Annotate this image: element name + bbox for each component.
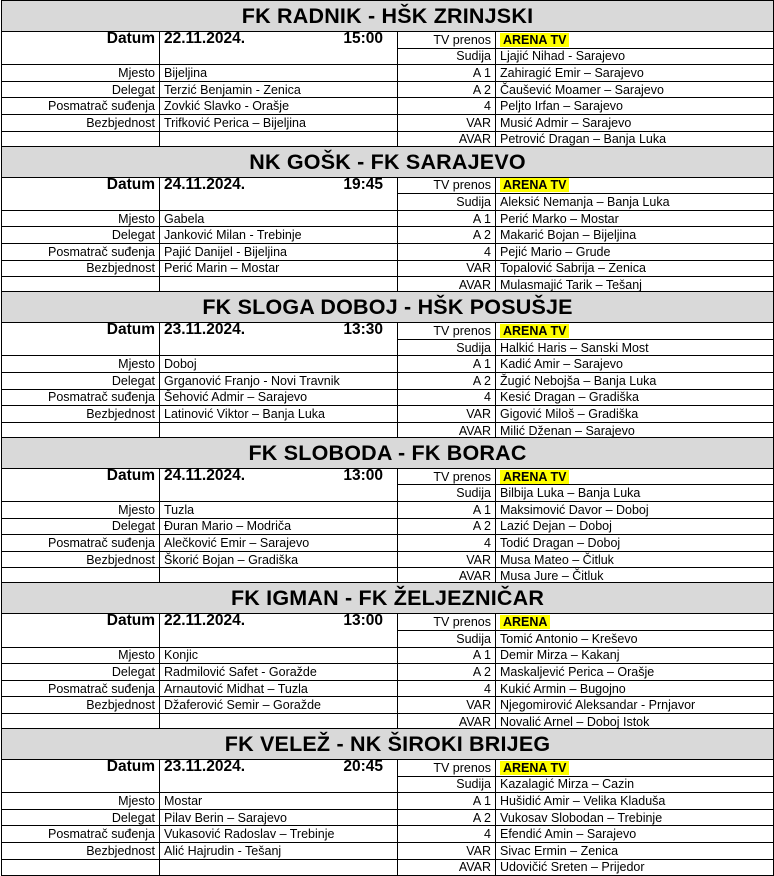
var-referee: Musić Admir – Sarajevo [496, 114, 774, 131]
date-time-cell [160, 614, 398, 647]
var-referee: Gigović Miloš – Gradiška [496, 406, 774, 423]
tv-broadcaster: ARENA TV [500, 33, 569, 47]
match-table [1, 437, 774, 585]
fourth-official-label: 4 [398, 535, 496, 552]
referee-label: Sudija [398, 339, 496, 356]
match-time: 13:30 [343, 322, 383, 339]
tv-cell [496, 468, 774, 485]
avar-referee: Petrović Dragan – Banja Luka [496, 131, 774, 148]
observer-label: Posmatrač suđenja [2, 389, 160, 406]
venue-label: Mjesto [2, 793, 160, 810]
match-date: 22.11.2024. [164, 613, 246, 630]
tv-broadcaster: ARENA TV [500, 324, 569, 338]
observer-label: Posmatrač suđenja [2, 826, 160, 843]
match-date: 24.11.2024. [164, 177, 246, 193]
fourth-official: Kesić Dragan – Gradiška [496, 389, 774, 406]
assistant2: Maskaljević Perica – Orašje [496, 664, 774, 681]
avar-referee: Udovičić Sreten – Prijedor [496, 859, 774, 876]
fourth-official: Efendić Amin – Sarajevo [496, 826, 774, 843]
assistant2-label: A 2 [398, 227, 496, 244]
venue-label: Mjesto [2, 210, 160, 227]
fourth-official-label: 4 [398, 243, 496, 260]
match-block [1, 291, 773, 437]
tv-label: TV prenos [398, 323, 496, 340]
avar-label: AVAR [398, 568, 496, 585]
assistant2-label: A 2 [398, 518, 496, 535]
referee: Aleksić Nemanja – Banja Luka [496, 194, 774, 211]
referee-label: Sudija [398, 48, 496, 65]
match-time: 13:00 [343, 468, 383, 484]
avar-label: AVAR [398, 859, 496, 876]
date-label: Datum [2, 323, 160, 356]
match-title: NK GOŠK - FK SARAJEVO [2, 146, 774, 177]
var-label: VAR [398, 551, 496, 568]
match-title: FK RADNIK - HŠK ZRINJSKI [2, 1, 774, 32]
assistant1-label: A 1 [398, 210, 496, 227]
date-time-cell [160, 468, 398, 501]
match-date: 23.11.2024. [164, 322, 246, 339]
tv-label: TV prenos [398, 614, 496, 631]
assistant2-label: A 2 [398, 664, 496, 681]
date-time-cell [160, 323, 398, 356]
var-label: VAR [398, 260, 496, 277]
referee-label: Sudija [398, 776, 496, 793]
match-time: 13:00 [343, 613, 383, 630]
tv-label: TV prenos [398, 177, 496, 194]
tv-broadcaster: ARENA TV [500, 470, 569, 484]
match-block [1, 146, 773, 292]
fourth-official: Kukić Armin – Bugojno [496, 680, 774, 697]
match-table [1, 291, 774, 439]
observer: Vukasović Radoslav – Trebinje [160, 826, 398, 843]
security: Džaferović Semir – Goražde [160, 697, 398, 714]
tv-broadcaster: ARENA TV [500, 761, 569, 775]
referee-label: Sudija [398, 630, 496, 647]
security: Škorić Bojan – Gradiška [160, 551, 398, 568]
venue-label: Mjesto [2, 356, 160, 373]
fourth-official-label: 4 [398, 389, 496, 406]
match-block [1, 582, 773, 728]
match-time: 15:00 [343, 31, 383, 47]
assistant1: Maksimović Davor – Doboj [496, 501, 774, 518]
match-time: 19:45 [343, 177, 383, 193]
observer: Pajić Danijel - Bijeljina [160, 243, 398, 260]
delegate-label: Delegat [2, 227, 160, 244]
security-label: Bezbjednost [2, 114, 160, 131]
delegate: Đuran Mario – Modriča [160, 518, 398, 535]
match-title: FK VELEŽ - NK ŠIROKI BRIJEG [2, 728, 774, 759]
assistant1-label: A 1 [398, 793, 496, 810]
venue: Konjic [160, 647, 398, 664]
referee: Bilbija Luka – Banja Luka [496, 485, 774, 502]
match-block [1, 437, 773, 583]
security-label: Bezbjednost [2, 551, 160, 568]
security-label: Bezbjednost [2, 260, 160, 277]
tv-broadcaster: ARENA TV [500, 178, 569, 192]
assistant1-label: A 1 [398, 501, 496, 518]
assistant2: Makarić Bojan – Bijeljina [496, 227, 774, 244]
var-referee: Musa Mateo – Čitluk [496, 551, 774, 568]
avar-label: AVAR [398, 277, 496, 294]
date-time-cell [160, 32, 398, 65]
venue-label: Mjesto [2, 647, 160, 664]
assistant2: Žugić Nebojša – Banja Luka [496, 372, 774, 389]
avar-label: AVAR [398, 713, 496, 730]
observer: Alečković Emir – Sarajevo [160, 535, 398, 552]
tv-label: TV prenos [398, 468, 496, 485]
fourth-official: Pejić Mario – Grude [496, 243, 774, 260]
venue: Mostar [160, 793, 398, 810]
avar-referee: Milić Dženan – Sarajevo [496, 422, 774, 439]
delegate-label: Delegat [2, 664, 160, 681]
referee: Halkić Haris – Sanski Most [496, 339, 774, 356]
delegate: Radmilović Safet - Goražde [160, 664, 398, 681]
assistant1: Demir Mirza – Kakanj [496, 647, 774, 664]
delegate-label: Delegat [2, 518, 160, 535]
match-title: FK IGMAN - FK ŽELJEZNIČAR [2, 583, 774, 614]
observer: Zovkić Slavko - Orašje [160, 98, 398, 115]
match-table [1, 582, 774, 730]
tv-label: TV prenos [398, 32, 496, 49]
observer-label: Posmatrač suđenja [2, 535, 160, 552]
tv-cell [496, 177, 774, 194]
match-date: 24.11.2024. [164, 468, 246, 484]
assistant1-label: A 1 [398, 647, 496, 664]
assistant2-label: A 2 [398, 372, 496, 389]
delegate-label: Delegat [2, 372, 160, 389]
observer: Šehović Admir – Sarajevo [160, 389, 398, 406]
delegate-label: Delegat [2, 809, 160, 826]
var-referee: Njegomirović Aleksandar - Prnjavor [496, 697, 774, 714]
venue: Doboj [160, 356, 398, 373]
match-table [1, 728, 774, 876]
delegate-label: Delegat [2, 81, 160, 98]
observer-label: Posmatrač suđenja [2, 243, 160, 260]
security: Trifković Perica – Bijeljina [160, 114, 398, 131]
fourth-official-label: 4 [398, 98, 496, 115]
match-table [1, 146, 774, 294]
delegate: Grganović Franjo - Novi Travnik [160, 372, 398, 389]
assistant2: Čaušević Moamer – Sarajevo [496, 81, 774, 98]
date-time-cell [160, 759, 398, 792]
venue-label: Mjesto [2, 501, 160, 518]
security-label: Bezbjednost [2, 697, 160, 714]
assistant2: Lazić Dejan – Doboj [496, 518, 774, 535]
match-title: FK SLOGA DOBOJ - HŠK POSUŠJE [2, 292, 774, 323]
assistant1-label: A 1 [398, 65, 496, 82]
observer: Arnautović Midhat – Tuzla [160, 680, 398, 697]
security: Alić Hajrudin - Tešanj [160, 842, 398, 859]
referee: Ljajić Nihad - Sarajevo [496, 48, 774, 65]
security-label: Bezbjednost [2, 842, 160, 859]
match-block [1, 0, 773, 146]
date-label: Datum [2, 759, 160, 792]
var-label: VAR [398, 114, 496, 131]
security: Latinović Viktor – Banja Luka [160, 406, 398, 423]
fourth-official-label: 4 [398, 680, 496, 697]
venue: Bijeljina [160, 65, 398, 82]
match-table [1, 0, 774, 148]
referee: Tomić Antonio – Kreševo [496, 630, 774, 647]
referee: Kazalagić Mirza – Cazin [496, 776, 774, 793]
referee-label: Sudija [398, 485, 496, 502]
tv-cell [496, 614, 774, 631]
fourth-official: Todić Dragan – Doboj [496, 535, 774, 552]
var-label: VAR [398, 842, 496, 859]
date-label: Datum [2, 468, 160, 501]
match-time: 20:45 [343, 759, 383, 775]
tv-cell [496, 323, 774, 340]
match-title: FK SLOBODA - FK BORAC [2, 437, 774, 468]
assistant2: Vukosav Slobodan – Trebinje [496, 809, 774, 826]
avar-referee: Mulasmajić Tarik – Tešanj [496, 277, 774, 294]
tv-cell [496, 32, 774, 49]
match-date: 22.11.2024. [164, 31, 246, 47]
match-block [1, 728, 773, 874]
match-date: 23.11.2024. [164, 759, 246, 775]
observer-label: Posmatrač suđenja [2, 680, 160, 697]
var-label: VAR [398, 697, 496, 714]
tv-broadcaster: ARENA [500, 615, 550, 629]
security-label: Bezbjednost [2, 406, 160, 423]
assistant1: Perić Marko – Mostar [496, 210, 774, 227]
assistant1: Zahiragić Emir – Sarajevo [496, 65, 774, 82]
delegate: Terzić Benjamin - Zenica [160, 81, 398, 98]
avar-label: AVAR [398, 422, 496, 439]
delegate: Janković Milan - Trebinje [160, 227, 398, 244]
venue: Gabela [160, 210, 398, 227]
assistant2-label: A 2 [398, 81, 496, 98]
empty-cell [2, 859, 160, 876]
avar-label: AVAR [398, 131, 496, 148]
var-label: VAR [398, 406, 496, 423]
avar-referee: Musa Jure – Čitluk [496, 568, 774, 585]
date-label: Datum [2, 32, 160, 65]
tv-label: TV prenos [398, 759, 496, 776]
assistant1: Hušidić Amir – Velika Kladuša [496, 793, 774, 810]
assistant2-label: A 2 [398, 809, 496, 826]
fourth-official: Peljto Irfan – Sarajevo [496, 98, 774, 115]
venue-label: Mjesto [2, 65, 160, 82]
tv-cell [496, 759, 774, 776]
date-label: Datum [2, 177, 160, 210]
venue: Tuzla [160, 501, 398, 518]
date-time-cell [160, 177, 398, 210]
fourth-official-label: 4 [398, 826, 496, 843]
assistant1-label: A 1 [398, 356, 496, 373]
var-referee: Sivac Ermin – Zenica [496, 842, 774, 859]
referee-label: Sudija [398, 194, 496, 211]
observer-label: Posmatrač suđenja [2, 98, 160, 115]
delegate: Pilav Berin – Sarajevo [160, 809, 398, 826]
assistant1: Kadić Amir – Sarajevo [496, 356, 774, 373]
var-referee: Topalović Sabrija – Zenica [496, 260, 774, 277]
date-label: Datum [2, 614, 160, 647]
empty-cell [160, 859, 398, 876]
schedule-document [1, 0, 773, 874]
security: Perić Marin – Mostar [160, 260, 398, 277]
avar-referee: Novalić Arnel – Doboj Istok [496, 713, 774, 730]
